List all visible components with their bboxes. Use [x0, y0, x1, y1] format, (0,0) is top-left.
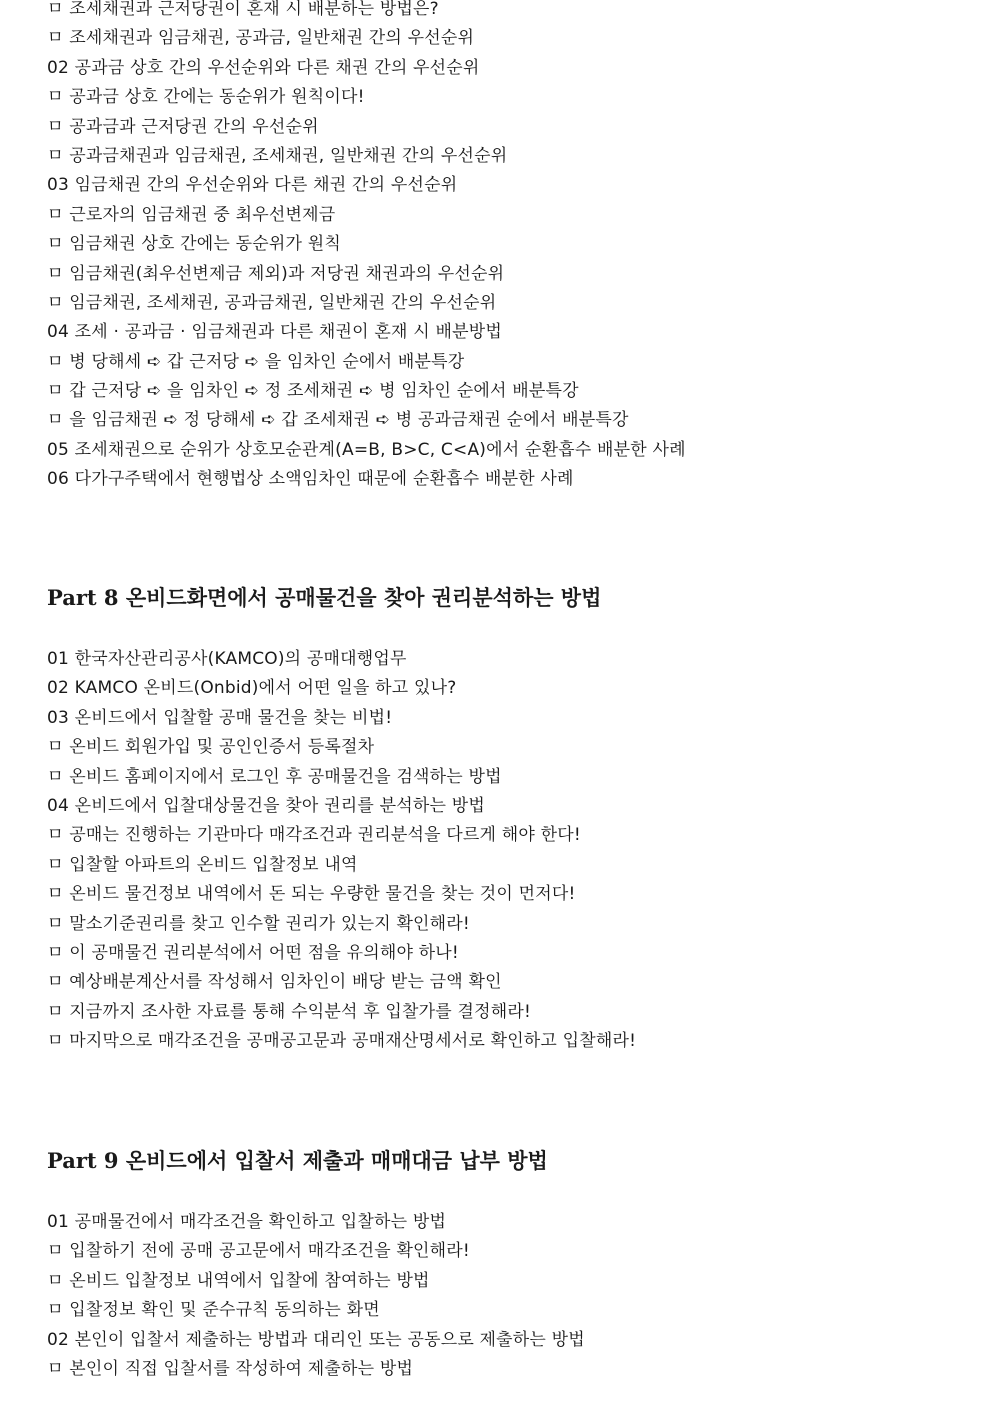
toc-subitem: ㅁ 갑 근저당 ➪ 을 임차인 ➪ 정 조세채권 ➪ 병 임차인 순에서 배분특강 — [47, 381, 579, 402]
toc-subitem: ㅁ 조세채권과 근저당권이 혼재 시 배분하는 방법은? — [47, 0, 439, 19]
toc-item: 06 다가구주택에서 현행법상 소액임차인 때문에 순환흡수 배분한 사례 — [47, 469, 574, 490]
toc-item: 02 본인이 입찰서 제출하는 방법과 대리인 또는 공동으로 제출하는 방법 — [47, 1329, 585, 1350]
toc-subitem: ㅁ 공과금채권과 임금채권, 조세채권, 일반채권 간의 우선순위 — [47, 145, 508, 166]
toc-subitem: ㅁ 말소기준권리를 찾고 인수할 권리가 있는지 확인해라! — [47, 913, 470, 934]
toc-subitem: ㅁ 입찰할 아파트의 온비드 입찰정보 내역 — [47, 854, 358, 875]
toc-subitem: ㅁ 임금채권(최우선변제금 제외)과 저당권 채권과의 우선순위 — [47, 263, 505, 284]
toc-subitem: ㅁ 온비드 회원가입 및 공인인증서 등록절차 — [47, 737, 375, 758]
toc-subitem: ㅁ 예상배분계산서를 작성해서 임차인이 배당 받는 금액 확인 — [47, 972, 502, 993]
toc-item: 01 한국자산관리공사(KAMCO)의 공매대행업무 — [47, 649, 407, 669]
part7-toc-list — [47, 0, 947, 495]
toc-item: 04 온비드에서 입찰대상물건을 찾아 권리를 분석하는 방법 — [47, 795, 485, 816]
toc-subitem: ㅁ 지금까지 조사한 자료를 통해 수익분석 후 입찰가를 결정해라! — [47, 1001, 532, 1022]
toc-subitem: ㅁ 공과금과 근저당권 간의 우선순위 — [47, 116, 319, 137]
toc-item: 05 조세채권으로 순위가 상호모순관계(A=B, B>C, C<A)에서 순환흡수 배분한 사례 — [47, 439, 686, 460]
toc-item: 03 온비드에서 입찰할 공매 물건을 찾는 비법! — [47, 707, 393, 728]
part9-title: Part 9 온비드에서 입찰서 제출과 매매대금 납부 방법 — [47, 1148, 548, 1173]
toc-subitem: ㅁ 이 공매물건 권리분석에서 어떤 점을 유의해야 하나! — [47, 942, 459, 963]
toc-subitem: ㅁ 온비드 물건정보 내역에서 돈 되는 우량한 물건을 찾는 것이 먼저다! — [47, 884, 576, 905]
toc-subitem: ㅁ 온비드 입찰정보 내역에서 입찰에 참여하는 방법 — [47, 1270, 430, 1291]
toc-subitem: ㅁ 입찰정보 확인 및 준수규칙 동의하는 화면 — [47, 1300, 380, 1321]
toc-subitem: ㅁ 본인이 직접 입찰서를 작성하여 제출하는 방법 — [47, 1358, 414, 1379]
part8-toc-list — [47, 645, 947, 1056]
toc-item: 02 KAMCO 온비드(Onbid)에서 어떤 일을 하고 있나? — [47, 678, 457, 699]
part8-title: Part 8 온비드화면에서 공매물건을 찾아 권리분석하는 방법 — [47, 585, 602, 610]
toc-subitem: ㅁ 온비드 홈페이지에서 로그인 후 공매물건을 검색하는 방법 — [47, 766, 502, 787]
part9-toc-list — [47, 1208, 947, 1384]
toc-subitem: ㅁ 임금채권 상호 간에는 동순위가 원칙 — [47, 234, 341, 255]
toc-subitem: ㅁ 을 임금채권 ➪ 정 당해세 ➪ 갑 조세채권 ➪ 병 공과금채권 순에서 배분특강 — [47, 410, 629, 431]
toc-item: 03 임금채권 간의 우선순위와 다른 채권 간의 우선순위 — [47, 175, 458, 196]
toc-subitem: ㅁ 공매는 진행하는 기관마다 매각조건과 권리분석을 다르게 해야 한다! — [47, 825, 581, 846]
toc-subitem: ㅁ 공과금 상호 간에는 동순위가 원칙이다! — [47, 87, 365, 108]
toc-subitem: ㅁ 입찰하기 전에 공매 공고문에서 매각조건을 확인해라! — [47, 1241, 470, 1262]
toc-item: 02 공과금 상호 간의 우선순위와 다른 채권 간의 우선순위 — [47, 57, 480, 78]
toc-subitem: ㅁ 근로자의 임금채권 중 최우선변제금 — [47, 204, 336, 225]
toc-item: 01 공매물건에서 매각조건을 확인하고 입찰하는 방법 — [47, 1212, 447, 1232]
toc-subitem: ㅁ 마지막으로 매각조건을 공매공고문과 공매재산명세서로 확인하고 입찰해라! — [47, 1031, 637, 1052]
toc-subitem: ㅁ 조세채권과 임금채권, 공과금, 일반채권 간의 우선순위 — [47, 28, 475, 49]
toc-subitem: ㅁ 병 당해세 ➪ 갑 근저당 ➪ 을 임차인 순에서 배분특강 — [47, 351, 465, 372]
toc-subitem: ㅁ 임금채권, 조세채권, 공과금채권, 일반채권 간의 우선순위 — [47, 292, 497, 313]
toc-item: 04 조세 · 공과금 · 임금채권과 다른 채권이 혼재 시 배분방법 — [47, 322, 502, 343]
